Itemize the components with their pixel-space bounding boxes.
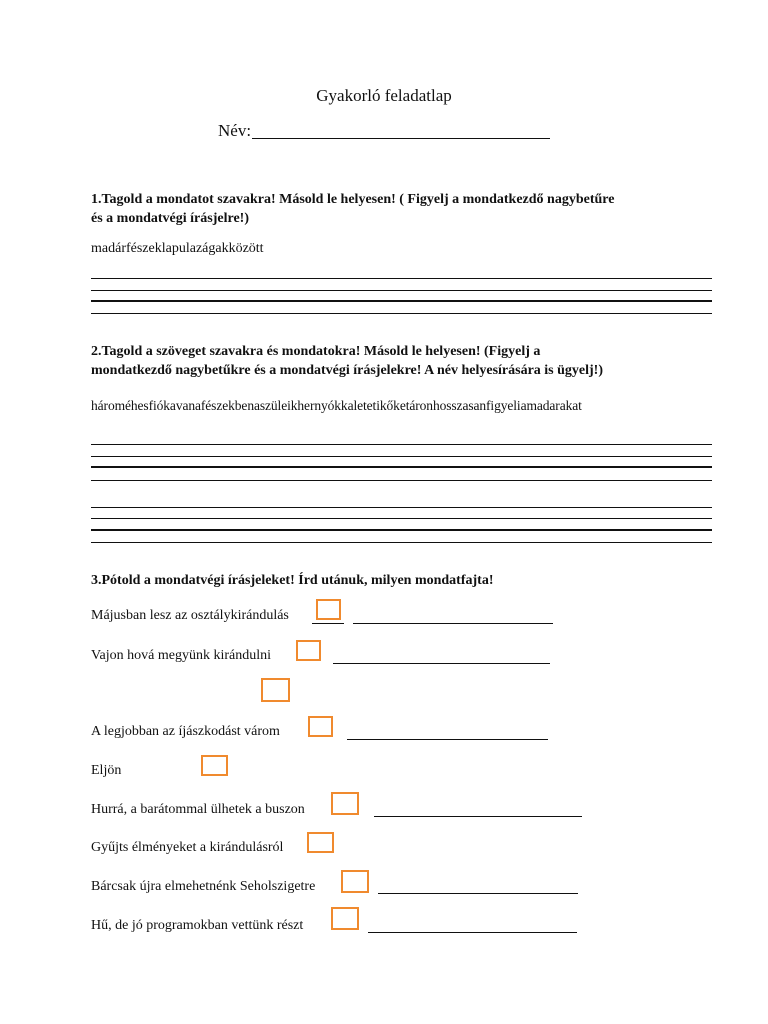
task3-punct-box-extra[interactable]	[261, 678, 290, 702]
task2-writing-line-5[interactable]	[91, 507, 712, 508]
task3-sentence-4: Eljön	[91, 763, 122, 778]
task1-writing-line-1[interactable]	[91, 278, 712, 279]
task3-sentence-5: Hurrá, a barátommal ülhetek a buszon	[91, 802, 305, 817]
task3-answer-line-5[interactable]	[374, 816, 582, 817]
task3-punct-box-4[interactable]	[201, 755, 228, 776]
task1-writing-line-4[interactable]	[91, 313, 712, 314]
task2-writing-line-3[interactable]	[91, 466, 712, 468]
task3-punct-box-7[interactable]	[341, 870, 369, 893]
task3-answer-line-3[interactable]	[347, 739, 548, 740]
task2-heading-line1: 2.Tagold a szöveget szavakra és mondatokra! Másold le helyesen! (Figyelj a	[91, 344, 541, 359]
page-title: Gyakorló feladatlap	[316, 86, 452, 105]
task3-sentence-6: Gyűjts élményeket a kirándulásról	[91, 840, 284, 855]
task2-writing-line-7[interactable]	[91, 529, 712, 531]
task1-text: madárfészeklapulazágakközött	[91, 241, 264, 256]
task1-writing-line-2[interactable]	[91, 290, 712, 291]
task3-sentence-8: Hű, de jó programokban vettünk részt	[91, 918, 304, 933]
task3-punct-box-6[interactable]	[307, 832, 334, 853]
task2-heading-line2: mondatkezdő nagybetűkre és a mondatvégi írásjelekre! A név helyesírására is ügyelj!)	[91, 363, 604, 378]
task3-answer-line-1[interactable]	[353, 623, 553, 624]
task3-punct-box-1[interactable]	[316, 599, 341, 620]
task3-punct-box-5[interactable]	[331, 792, 359, 815]
task2-writing-line-1[interactable]	[91, 444, 712, 445]
task2-text: hároméhesfiókavanafészekbenaszüleikhernyókkaletetikőketáronhosszasanfigyeliamadarakat	[91, 398, 582, 413]
task2-heading	[91, 342, 731, 380]
name-answer-line[interactable]	[252, 138, 550, 139]
task3-answer-line-7[interactable]	[378, 893, 578, 894]
task3-answer-line-2[interactable]	[333, 663, 550, 664]
task2-writing-line-6[interactable]	[91, 518, 712, 519]
task3-sentence-3: A legjobban az íjászkodást várom	[91, 724, 280, 739]
task3-punct-box-3[interactable]	[308, 716, 333, 737]
task3-punct-box-2[interactable]	[296, 640, 321, 661]
task3-sentence-2: Vajon hová megyünk kirándulni	[91, 648, 272, 663]
task1-heading-line2: és a mondatvégi írásjelre!)	[91, 211, 249, 226]
task3-heading: 3.Pótold a mondatvégi írásjeleket! Írd utánuk, milyen mondatfajta!	[91, 573, 494, 588]
task3-sentence-7: Bárcsak újra elmehetnénk Seholszigetre	[91, 879, 316, 894]
task2-writing-line-4[interactable]	[91, 480, 712, 481]
task1-heading	[91, 190, 691, 228]
task3-sentence-1: Májusban lesz az osztálykirándulás	[91, 608, 289, 623]
task3-answer-line-8[interactable]	[368, 932, 577, 933]
task2-writing-line-8[interactable]	[91, 542, 712, 543]
task1-heading-line1: 1.Tagold a mondatot szavakra! Másold le helyesen! ( Figyelj a mondatkezdő nagybetűre	[91, 192, 615, 207]
task3-punct-line-1	[312, 623, 344, 624]
task3-punct-box-8[interactable]	[331, 907, 359, 930]
name-label: Név:	[218, 121, 252, 140]
task2-writing-line-2[interactable]	[91, 456, 712, 457]
task1-writing-line-3[interactable]	[91, 300, 712, 302]
